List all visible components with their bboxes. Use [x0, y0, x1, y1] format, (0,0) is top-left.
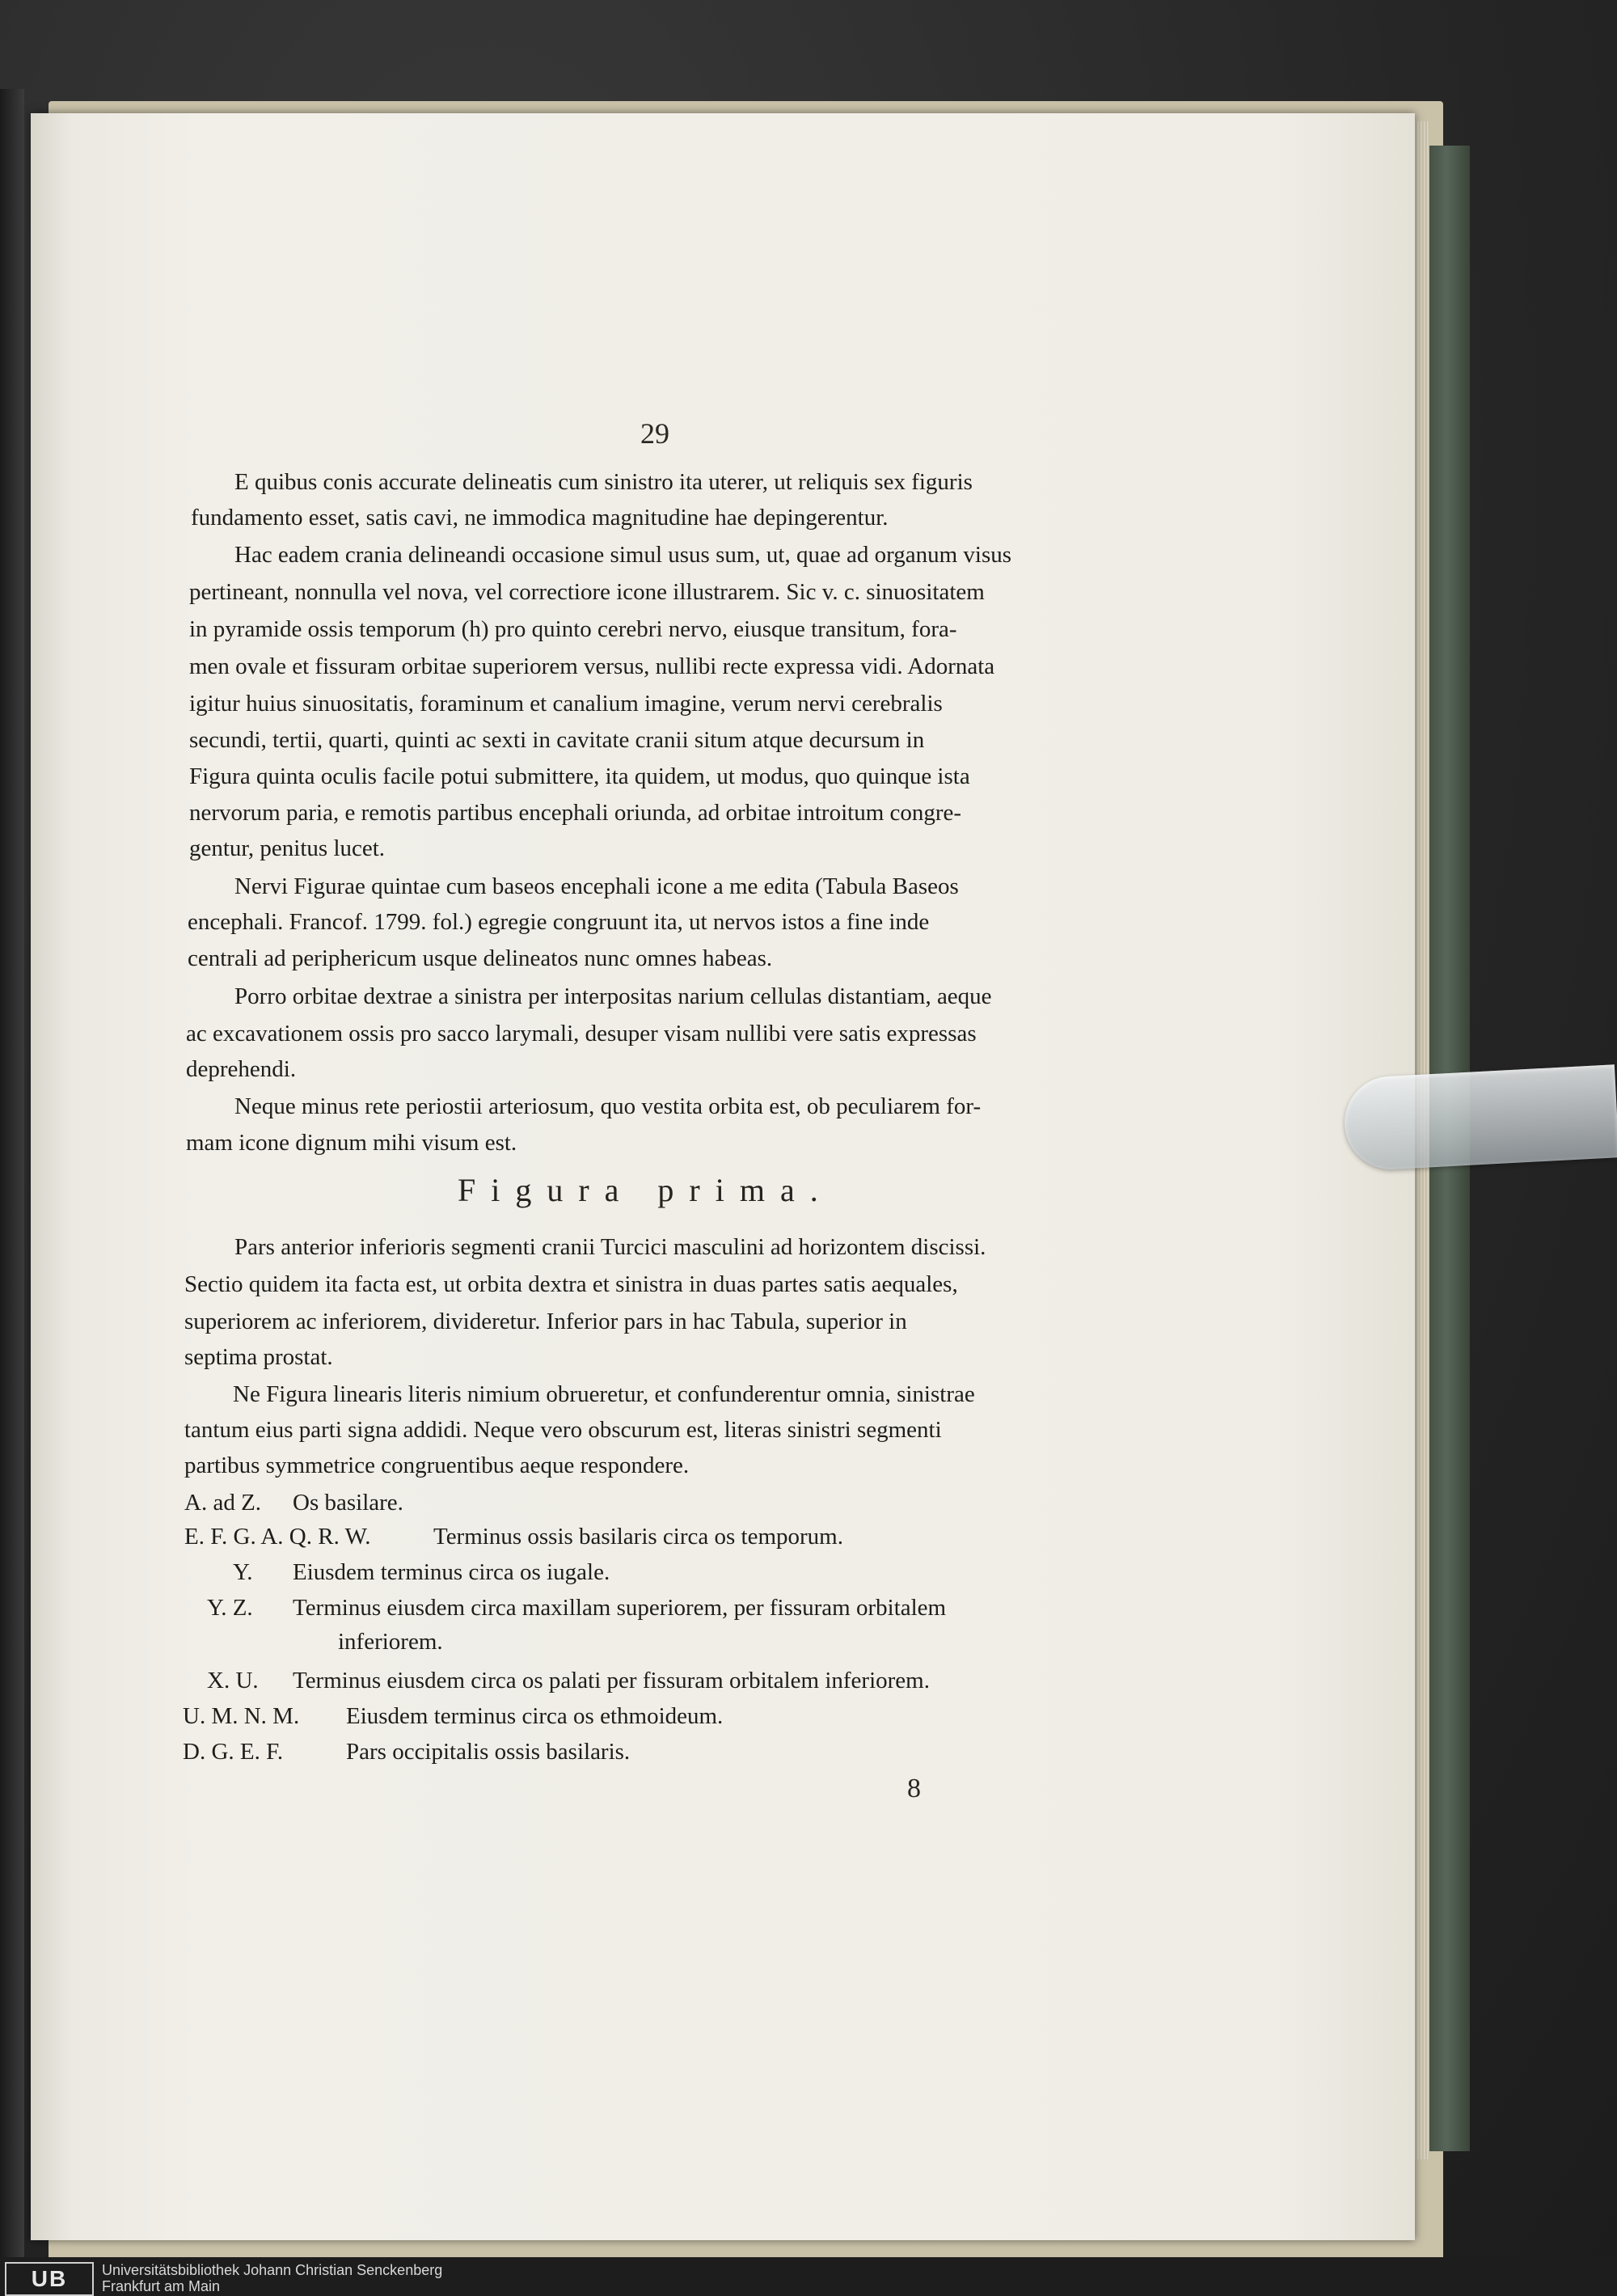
- legend-key: Y. Z.: [207, 1595, 253, 1621]
- legend-text: Eiusdem terminus circa os ethmoideum.: [346, 1703, 724, 1729]
- text-line: pertineant, nonnulla vel nova, vel correctiore icone illustrarem. Sic v. c. sinuositatem: [189, 579, 985, 605]
- text-line: ac excavationem ossis pro sacco larymali, desuper visam nullibi vere satis expressas: [186, 1021, 977, 1047]
- text-line: Nervi Figurae quintae cum baseos encephali icone a me edita (Tabula Baseos: [234, 873, 959, 899]
- text-line: secundi, tertii, quarti, quinti ac sexti in cavitate cranii situm atque decursum in: [189, 727, 925, 753]
- legend-key: A. ad Z.: [184, 1490, 262, 1516]
- page-number: 29: [640, 417, 669, 450]
- text-line: centrali ad periphericum usque delineatos nunc omnes habeas.: [188, 945, 773, 971]
- text-line: Sectio quidem ita facta est, ut orbita dextra et sinistra in duas partes satis aequales,: [184, 1271, 958, 1297]
- text-line: Neque minus rete periostii arteriosum, quo vestita orbita est, ob peculiarem for-: [234, 1093, 982, 1119]
- legend-key: Y.: [233, 1559, 253, 1585]
- library-credit-line1: Universitätsbibliothek Johann Christian Senckenberg: [102, 2262, 443, 2278]
- signature-mark: 8: [907, 1774, 921, 1803]
- text-line: fundamento esset, satis cavi, ne immodica magnitudine hae depingerentur.: [191, 505, 889, 531]
- text-line: superiorem ac inferiorem, divideretur. Inferior pars in hac Tabula, superior in: [184, 1309, 907, 1334]
- left-cover-edge: [0, 89, 24, 2264]
- text-line: Pars anterior inferioris segmenti cranii Turcici masculini ad horizontem discissi.: [234, 1234, 986, 1260]
- legend-key: X. U.: [207, 1668, 259, 1693]
- library-credit: [102, 2262, 442, 2294]
- text-line: E quibus conis accurate delineatis cum sinistro ita uterer, ut reliquis sex figuris: [234, 469, 973, 495]
- text-line: Ne Figura linearis literis nimium obrueretur, et confunderentur omnia, sinistrae: [233, 1381, 975, 1407]
- text-line: deprehendi.: [186, 1056, 297, 1082]
- legend-text: Terminus eiusdem circa maxillam superiorem, per fissuram orbitalem: [293, 1595, 947, 1621]
- legend-key: D. G. E. F.: [183, 1739, 284, 1765]
- text-line: Figura quinta oculis facile potui submittere, ita quidem, ut modus, quo quinque ista: [189, 763, 970, 789]
- text-line: men ovale et fissuram orbitae superiorem versus, nullibi recte expressa vidi. Adornata: [189, 653, 995, 679]
- text-line: partibus symmetrice congruentibus aeque respondere.: [184, 1452, 690, 1478]
- library-credit-line2: Frankfurt am Main: [102, 2278, 221, 2294]
- text-line: Hac eadem crania delineandi occasione simul usus sum, ut, quae ad organum visus: [234, 542, 1012, 568]
- text-line: nervorum paria, e remotis partibus encephali oriunda, ad orbitae introitum congre-: [189, 800, 962, 826]
- legend-key: U. M. N. M.: [183, 1703, 300, 1729]
- text-line: Porro orbitae dextrae a sinistra per interpositas narium cellulas distantiam, aeque: [234, 983, 992, 1009]
- legend-text: Pars occipitalis ossis basilaris.: [346, 1739, 631, 1765]
- section-heading: Figura prima.: [458, 1172, 834, 1208]
- legend-text: Terminus eiusdem circa os palati per fissuram orbitalem inferiorem.: [293, 1668, 930, 1693]
- text-line: mam icone dignum mihi visum est.: [186, 1130, 517, 1156]
- text-line: tantum eius parti signa addidi. Neque vero obscurum est, literas sinistri segmenti: [184, 1417, 942, 1443]
- text-line: in pyramide ossis temporum (h) pro quinto cerebri nervo, eiusque transitum, fora-: [189, 616, 957, 642]
- text-line: septima prostat.: [184, 1344, 333, 1370]
- text-line: encephali. Francof. 1799. fol.) egregie congruunt ita, ut nervos istos a fine inde: [188, 909, 930, 935]
- library-logo: UB: [5, 2262, 94, 2296]
- text-line: igitur huius sinuositatis, foraminum et canalium imagine, verum nervi cerebralis: [189, 691, 943, 717]
- legend-text: Eiusdem terminus circa os iugale.: [293, 1559, 610, 1585]
- text-line: gentur, penitus lucet.: [189, 835, 386, 861]
- bookmark-strip: [1342, 1064, 1617, 1171]
- legend-text: Terminus ossis basilaris circa os temporum.: [433, 1524, 843, 1550]
- legend-text: inferiorem.: [338, 1629, 443, 1655]
- legend-key: E. F. G. A. Q. R. W.: [184, 1524, 371, 1550]
- legend-text: Os basilare.: [293, 1490, 403, 1516]
